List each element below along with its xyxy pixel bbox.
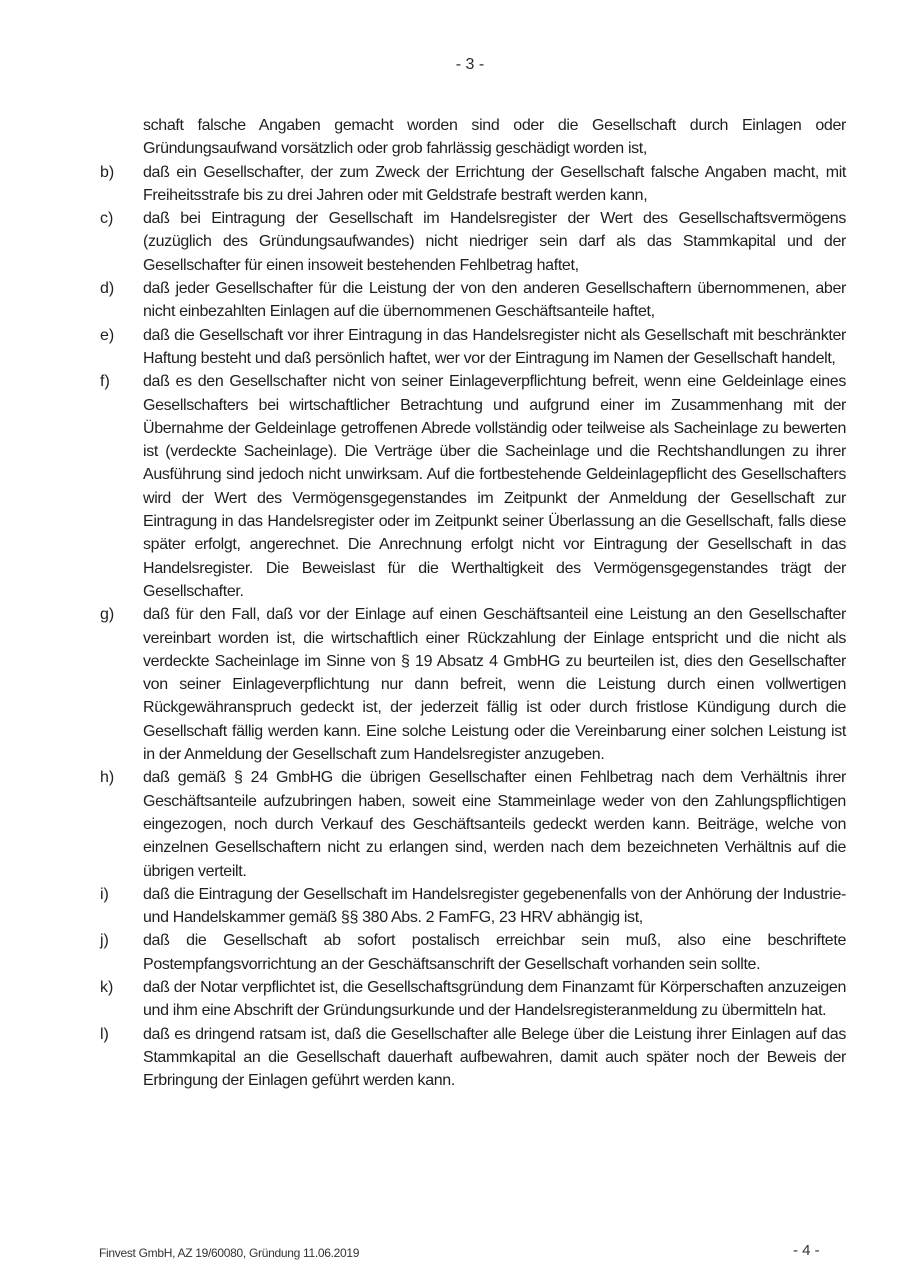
list-label: c): [100, 210, 114, 228]
list-item-i: [100, 883, 846, 930]
list-item-g: [100, 603, 846, 766]
footer-next-page: - 4 -: [793, 1242, 820, 1259]
list-text: daß es den Gesellschafter nicht von seiner Einlageverpflichtung befreit, wenn eine Geldeinlage eines Gesellschafters bei wirtschaftlicher Betrachtung und aufgrund einer im Zusammenhang mit der Übernahme der Geldeinlage getroffenen Abrede vollständig oder teilweise als Sacheinlage zu bewerten ist (verdeckte Sacheinlage). Die Verträge über die Sacheinlage und die Rechtshandlungen zu ihrer Ausführung sind jedoch nicht unwirksam. Auf die fortbestehende Geldeinlagepflicht des Gesellschafters wird der Wert des Vermögensgegenstandes im Zeitpunkt der Anmeldung der Gesellschaft zur Eintragung in das Handelsregister oder im Zeitpunkt seiner Überlassung an die Gesellschaft, falls diese später erfolgt, angerechnet. Die Anrechnung erfolgt nicht vor Eintragung der Gesellschaft in das Handelsregister. Die Beweislast für die Werthaltigkeit des Vermögensgegenstandes trägt der Gesellschafter.: [143, 373, 846, 600]
list-label: k): [100, 978, 114, 996]
list-item-h: [100, 766, 846, 882]
list-text: daß die Gesellschaft vor ihrer Eintragung in das Handelsregister nicht als Gesellschaft mit beschränkter Haftung besteht und daß persönlich haftet, wer vor der Eintragung im Namen der Gesellschaft handelt,: [143, 326, 846, 367]
list-label: g): [100, 606, 115, 624]
list-text: daß die Eintragung der Gesellschaft im Handelsregister gegebenenfalls von der Anhörung der Industrie- und Handelskammer gemäß §§ 380 Abs. 2 FamFG, 23 HRV abhängig ist,: [143, 885, 846, 927]
list-text: daß für den Fall, daß vor der Einlage auf einen Geschäftsanteil eine Leistung an den Gesellschafter vereinbart worden ist, die wirtschaftlich einer Rückzahlung der Einlage entspricht und die nicht als verdeckte Sacheinlage im Sinne von § 19 Absatz 4 GmbHG zu beurteilen ist, dies den Gesellschafter von seiner Einlageverpflichtung nur dann befreit, wenn die Leistung durch einen vollwertigen Rückgewähranspruch gedeckt ist, der jederzeit fällig ist oder durch fristlose Kündigung durch die Gesellschaft fällig werden kann. Eine solche Leistung oder die Vereinbarung einer solchen Leistung ist in der Anmeldung der Gesellschaft zum Handelsregister anzugeben.: [143, 606, 846, 764]
list-label: j): [100, 932, 109, 950]
list-label: d): [100, 280, 115, 298]
list-label: h): [100, 769, 115, 787]
page-number: - 3 -: [455, 56, 485, 73]
footer-reference: Finvest GmbH, AZ 19/60080, Gründung 11.06.2019: [99, 1246, 360, 1260]
list-label: f): [100, 373, 110, 391]
list-item-j: [100, 929, 846, 976]
list-label: b): [100, 163, 115, 181]
list-text: daß der Notar verpflichtet ist, die Gesellschaftsgründung dem Finanzamt für Körperschaften anzuzeigen und ihm eine Abschrift der Gründungsurkunde und der Handelsregisteranmeldung zu übermitteln hat.: [143, 978, 846, 1020]
list-item-c: [100, 207, 846, 277]
list-text: daß die Gesellschaft ab sofort postalisch erreichbar sein muß, also eine beschriftete Postempfangsvorrichtung an der Geschäftsanschrift der Gesellschaft vorhanden sein sollte.: [143, 932, 846, 973]
list-label: l): [100, 1025, 109, 1043]
list-item-e: [100, 324, 846, 371]
list-item-k: [100, 976, 846, 1023]
list-item-l: [100, 1023, 846, 1093]
list-item-b: [100, 161, 846, 208]
list-text: daß gemäß § 24 GmbHG die übrigen Gesellschafter einen Fehlbetrag nach dem Verhältnis ihrer Geschäftsanteile aufzubringen haben, soweit eine Stammeinlage weder von den Zahlungspflichtigen eingezogen, noch durch Verkauf des Geschäftsanteils gedeckt werden kann. Beiträge, welche von einzelnen Gesellschaftern nicht zu erlangen sind, werden nach dem bezeichneten Verhältnis auf die übrigen verteilt.: [143, 769, 846, 880]
list-text: daß es dringend ratsam ist, daß die Gesellschafter alle Belege über die Leistung ihrer Einlagen auf das Stammkapital an die Gesellschaft dauerhaft aufbewahren, damit auch später noch der Beweis der Erbringung der Einlagen geführt werden kann.: [143, 1025, 846, 1090]
document-body: [100, 114, 846, 1092]
list-label: i): [100, 885, 109, 903]
list-item-f: [100, 370, 846, 603]
continuation-paragraph: schaft falsche Angaben gemacht worden sind oder die Gesellschaft durch Einlagen oder Gründungsaufwand vorsätzlich oder grob fahrlässig geschädigt worden ist,: [143, 117, 846, 158]
list-item-d: [100, 277, 846, 324]
list-text: daß ein Gesellschafter, der zum Zweck der Errichtung der Gesellschaft falsche Angaben macht, mit Freiheitsstrafe bis zu drei Jahren oder mit Geldstrafe bestraft werden kann,: [143, 163, 846, 204]
list-label: e): [100, 326, 115, 344]
list-text: daß jeder Gesellschafter für die Leistung der von den anderen Gesellschaftern übernommenen, aber nicht einbezahlten Einlagen auf die übernommenen Geschäftsanteile haftet,: [143, 280, 846, 321]
list-text: daß bei Eintragung der Gesellschaft im Handelsregister der Wert des Gesellschaftsvermögens (zuzüglich des Gründungsaufwandes) nicht niedriger sein darf als das Stammkapital und der Gesellschafter für einen insoweit bestehenden Fehlbetrag haftet,: [143, 210, 846, 274]
